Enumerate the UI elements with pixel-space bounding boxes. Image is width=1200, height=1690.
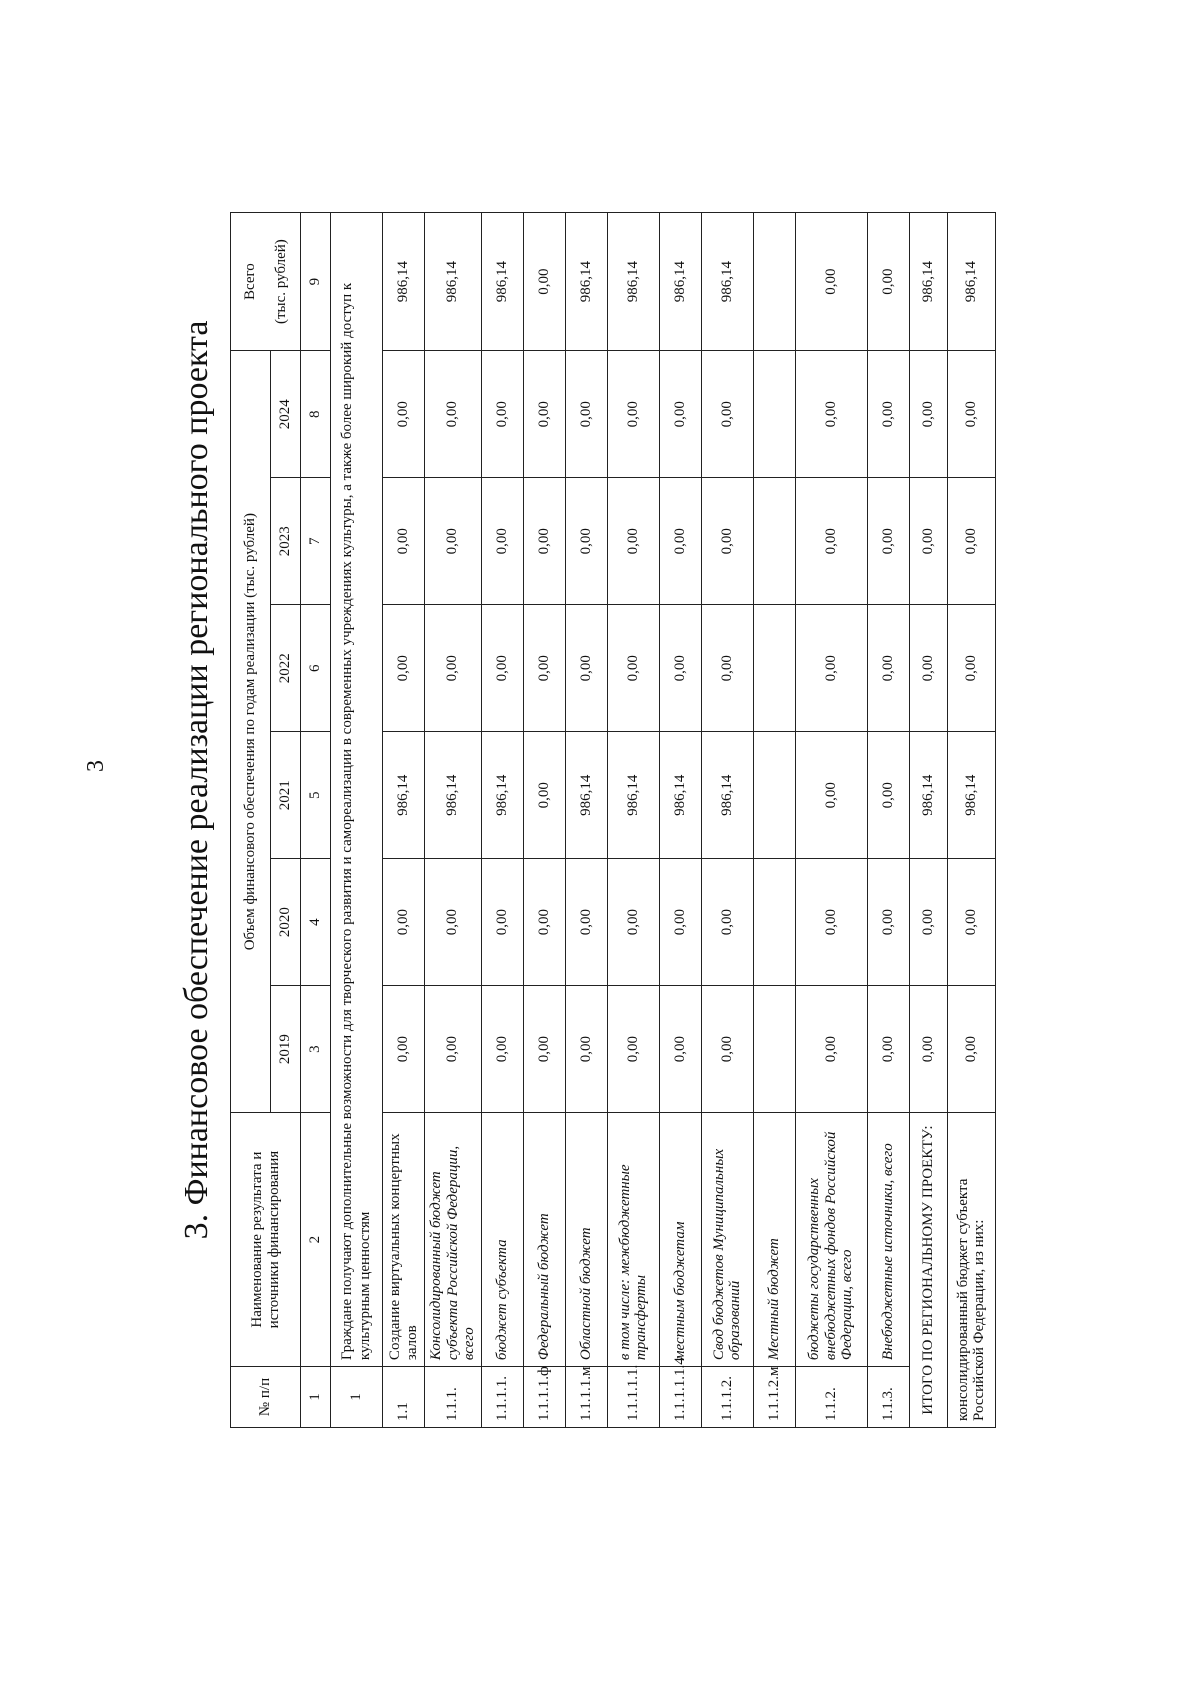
row-value: 986,14 — [425, 732, 482, 859]
row-value: 0,00 — [659, 605, 701, 732]
row-value: 0,00 — [701, 351, 753, 478]
row-name: бюджет субъекта — [481, 1113, 523, 1367]
row-value: 0,00 — [659, 986, 701, 1113]
row-name: местным бюджетам — [659, 1113, 701, 1367]
row-value: 0,00 — [659, 859, 701, 986]
index-cell: 1 — [301, 1367, 331, 1428]
row-value: 0,00 — [481, 605, 523, 732]
index-cell: 6 — [301, 605, 331, 732]
row-value — [753, 605, 795, 732]
header-name: Наименование результата и источники финансирования — [231, 1113, 301, 1367]
row-value: 0,00 — [565, 605, 607, 732]
row-value: 0,00 — [701, 478, 753, 605]
total-value: 0,00 — [909, 351, 947, 478]
row-name: Федеральный бюджет — [523, 1113, 565, 1367]
total-value: 0,00 — [909, 605, 947, 732]
row-value: 0,00 — [607, 859, 659, 986]
row-value: 0,00 — [867, 859, 909, 986]
table-row — [701, 213, 753, 1428]
financing-table — [230, 212, 996, 1428]
header-year: 2020 — [271, 859, 301, 986]
total-row — [909, 213, 947, 1428]
row-num: 1.1.1.1. — [481, 1367, 523, 1428]
row-value — [753, 351, 795, 478]
row-value: 0,00 — [383, 986, 425, 1113]
consolidated-value: 0,00 — [947, 859, 995, 986]
header-total-line1: Всего — [241, 263, 258, 301]
goal-text: Граждане получают дополнительные возможности для творческого развития и самореализации в современных учреждениях культуры, а также более широкий доступ к культурным ценностям — [331, 213, 383, 1367]
row-value — [753, 859, 795, 986]
row-value: 0,00 — [383, 478, 425, 605]
document-title: 3. Финансовое обеспечение реализации регионального проекта — [178, 320, 215, 1240]
row-num: 1.1.1.1.ф — [523, 1367, 565, 1428]
row-value: 0,00 — [523, 605, 565, 732]
row-value: 0,00 — [565, 478, 607, 605]
index-cell: 7 — [301, 478, 331, 605]
row-value: 0,00 — [701, 859, 753, 986]
table-row — [523, 213, 565, 1428]
row-value: 0,00 — [383, 351, 425, 478]
header-year: 2022 — [271, 605, 301, 732]
index-cell: 3 — [301, 986, 331, 1113]
table-row — [607, 213, 659, 1428]
total-value: 0,00 — [909, 478, 947, 605]
header-year: 2021 — [271, 732, 301, 859]
total-label: ИТОГО ПО РЕГИОНАЛЬНОМУ ПРОЕКТУ: — [909, 1113, 947, 1428]
row-value: 986,14 — [383, 732, 425, 859]
row-value: 0,00 — [795, 859, 867, 986]
header-num: № п/п — [231, 1367, 301, 1428]
row-name: Внебюджетные источники, всего — [867, 1113, 909, 1367]
table-row — [481, 213, 523, 1428]
header-year: 2019 — [271, 986, 301, 1113]
total-value: 0,00 — [909, 986, 947, 1113]
row-value: 0,00 — [867, 732, 909, 859]
row-value: 0,00 — [659, 351, 701, 478]
row-name: Местный бюджет — [753, 1113, 795, 1367]
row-value: 0,00 — [523, 351, 565, 478]
row-num: 1.1.1.1.1. — [607, 1367, 659, 1428]
row-name: Свод бюджетов Муниципальных образований — [701, 1113, 753, 1367]
row-value: 986,14 — [425, 213, 482, 351]
row-value: 986,14 — [659, 732, 701, 859]
consolidated-value: 0,00 — [947, 605, 995, 732]
row-value: 986,14 — [659, 213, 701, 351]
total-value: 0,00 — [909, 859, 947, 986]
row-num: 1.1.2. — [795, 1367, 867, 1428]
consolidated-value: 0,00 — [947, 351, 995, 478]
row-value: 0,00 — [659, 478, 701, 605]
row-name: Создание виртуальных концертных залов — [383, 1113, 425, 1367]
table-row — [565, 213, 607, 1428]
row-value: 0,00 — [425, 986, 482, 1113]
consolidated-row — [947, 213, 995, 1428]
row-value: 0,00 — [565, 986, 607, 1113]
row-value: 0,00 — [701, 605, 753, 732]
rotated-page-content — [0, 200, 987, 1640]
row-value: 0,00 — [867, 605, 909, 732]
row-value: 0,00 — [607, 351, 659, 478]
row-value: 0,00 — [867, 213, 909, 351]
row-value: 0,00 — [425, 478, 482, 605]
row-num: 1.1.1.1.м — [565, 1367, 607, 1428]
row-value: 0,00 — [523, 986, 565, 1113]
table-row — [425, 213, 482, 1428]
row-value: 986,14 — [383, 213, 425, 351]
row-name: Областной бюджет — [565, 1113, 607, 1367]
table-row — [753, 213, 795, 1428]
row-value: 986,14 — [701, 213, 753, 351]
row-value: 986,14 — [481, 213, 523, 351]
row-value — [753, 478, 795, 605]
row-value: 986,14 — [607, 213, 659, 351]
index-cell: 2 — [301, 1113, 331, 1367]
row-value: 0,00 — [481, 351, 523, 478]
row-name: в том числе: межбюджетные трансферты — [607, 1113, 659, 1367]
row-value: 986,14 — [481, 732, 523, 859]
header-total-line2: (тыс. рублей) — [272, 239, 289, 325]
row-value: 0,00 — [481, 859, 523, 986]
row-value: 0,00 — [565, 351, 607, 478]
row-value — [753, 732, 795, 859]
row-value: 0,00 — [383, 605, 425, 732]
table-row — [383, 213, 425, 1428]
row-name: бюджеты государственных внебюджетных фондов Российской Федерации, всего — [795, 1113, 867, 1367]
row-value: 0,00 — [523, 213, 565, 351]
consolidated-value: 0,00 — [947, 478, 995, 605]
goal-row — [331, 213, 383, 1428]
row-num: 1.1 — [383, 1367, 425, 1428]
row-value: 0,00 — [523, 478, 565, 605]
consolidated-value: 986,14 — [947, 213, 995, 351]
row-value — [753, 986, 795, 1113]
row-num: 1.1.1. — [425, 1367, 482, 1428]
row-value: 0,00 — [867, 351, 909, 478]
table-row — [867, 213, 909, 1428]
row-value: 986,14 — [701, 732, 753, 859]
row-value: 986,14 — [565, 732, 607, 859]
row-value: 0,00 — [795, 351, 867, 478]
table-row — [659, 213, 701, 1428]
row-value: 0,00 — [523, 732, 565, 859]
table-row — [795, 213, 867, 1428]
row-value: 0,00 — [867, 986, 909, 1113]
row-value: 0,00 — [481, 986, 523, 1113]
row-value: 0,00 — [523, 859, 565, 986]
row-value: 986,14 — [565, 213, 607, 351]
row-value: 0,00 — [795, 732, 867, 859]
header-year: 2023 — [271, 478, 301, 605]
page-number: 3 — [83, 760, 109, 772]
consolidated-value: 986,14 — [947, 732, 995, 859]
total-value: 986,14 — [909, 732, 947, 859]
row-value: 0,00 — [425, 351, 482, 478]
row-value: 0,00 — [607, 605, 659, 732]
consolidated-label: консолидированный бюджет субъекта Российской Федерации, из них: — [947, 1113, 995, 1428]
row-num: 1.1.1.2. — [701, 1367, 753, 1428]
goal-num: 1 — [331, 1367, 383, 1428]
row-value: 986,14 — [607, 732, 659, 859]
row-value — [753, 213, 795, 351]
row-value: 0,00 — [565, 859, 607, 986]
row-num: 1.1.3. — [867, 1367, 909, 1428]
consolidated-value: 0,00 — [947, 986, 995, 1113]
row-value: 0,00 — [425, 859, 482, 986]
index-cell: 8 — [301, 351, 331, 478]
row-value: 0,00 — [481, 478, 523, 605]
row-value: 0,00 — [795, 605, 867, 732]
index-cell: 4 — [301, 859, 331, 986]
row-value: 0,00 — [795, 478, 867, 605]
header-total — [231, 213, 301, 351]
row-value: 0,00 — [795, 213, 867, 351]
index-cell: 5 — [301, 732, 331, 859]
row-value: 0,00 — [795, 986, 867, 1113]
row-num: 1.1.1.2.м — [753, 1367, 795, 1428]
row-value: 0,00 — [607, 986, 659, 1113]
row-value: 0,00 — [701, 986, 753, 1113]
row-num: 1.1.1.1.1.4 — [659, 1367, 701, 1428]
header-volume: Объем финансового обеспечения по годам реализации (тыс. рублей) — [231, 351, 271, 1113]
row-value: 0,00 — [867, 478, 909, 605]
row-name: Консолидированный бюджет субъекта Российской Федерации, всего — [425, 1113, 482, 1367]
total-value: 986,14 — [909, 213, 947, 351]
header-year: 2024 — [271, 351, 301, 478]
row-value: 0,00 — [425, 605, 482, 732]
row-value: 0,00 — [383, 859, 425, 986]
row-value: 0,00 — [607, 478, 659, 605]
index-cell: 9 — [301, 213, 331, 351]
